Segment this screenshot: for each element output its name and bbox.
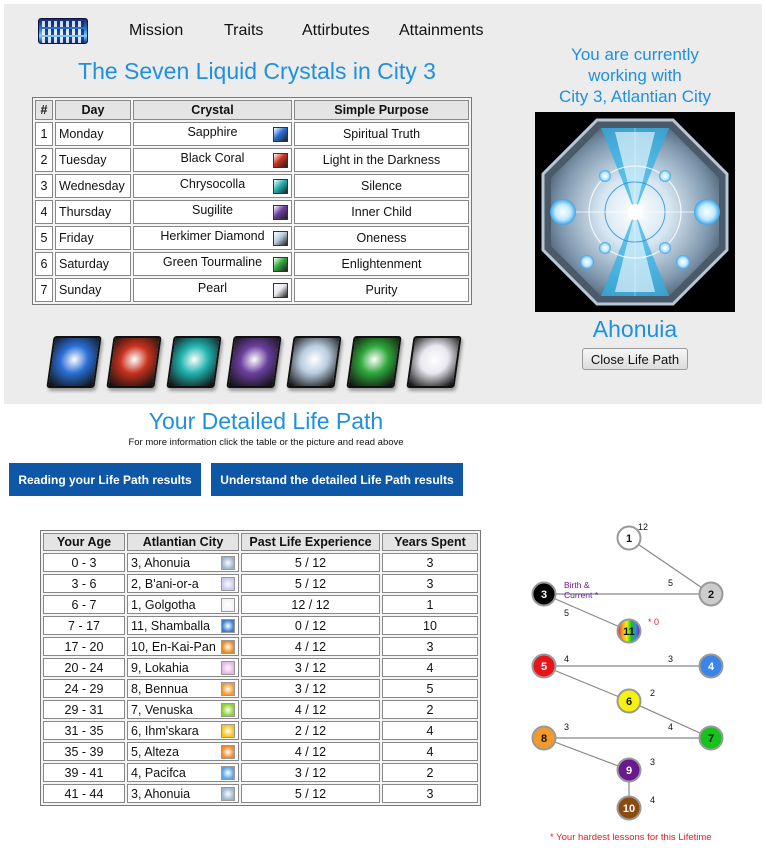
diagram-node-label: 1: [625, 533, 633, 545]
edge-8-9: [544, 738, 629, 770]
years-spent: 4: [382, 721, 478, 740]
hardest-lessons-note: * Your hardest lessons for this Lifetime: [550, 832, 712, 843]
age-range: 0 - 3: [43, 553, 125, 572]
crystal-num: 4: [35, 200, 53, 224]
city-cell[interactable]: [127, 658, 239, 677]
crystal-card[interactable]: [46, 336, 101, 388]
diagram-node-value: 4: [668, 722, 674, 732]
diagram-node-value: 4: [650, 795, 656, 805]
life-path-row[interactable]: [43, 700, 478, 719]
years-spent: 3: [382, 784, 478, 803]
past-life-experience: 3 / 12: [241, 679, 380, 698]
city-name: 4, Pacifca: [131, 765, 186, 780]
crystal-purpose: Inner Child: [294, 200, 469, 224]
col-header-city: Atlantian City: [127, 533, 239, 551]
crystal-purpose: Purity: [294, 278, 469, 302]
city-cell[interactable]: [127, 700, 239, 719]
crystal-name: Green Tourmaline: [162, 255, 263, 269]
life-path-subtitle: For more information click the table or the picture and read above: [128, 437, 404, 448]
edge-6-7: [629, 701, 711, 738]
col-header-num: #: [35, 100, 53, 120]
crystal-name-cell[interactable]: [133, 174, 292, 198]
crystal-name: Chrysocolla: [179, 177, 246, 191]
understand-results-button[interactable]: Understand the detailed Life Path results: [211, 463, 463, 496]
past-life-experience: 3 / 12: [241, 763, 380, 782]
past-life-experience: 5 / 12: [241, 553, 380, 572]
city-icon[interactable]: [221, 640, 235, 654]
crystals-title: The Seven Liquid Crystals in City 3: [78, 58, 436, 84]
crystal-name: Sugilite: [192, 203, 233, 217]
city-icon[interactable]: [221, 577, 235, 591]
diagram-node-value: 12: [638, 522, 649, 532]
nav-mission[interactable]: Mission: [129, 22, 184, 39]
col-header-years: Years Spent: [382, 533, 478, 551]
col-header-purpose: Simple Purpose: [294, 100, 469, 120]
diagram-node-label: 6: [625, 696, 633, 708]
crystal-thumb-icon[interactable]: [273, 205, 288, 220]
city-cell[interactable]: [127, 742, 239, 761]
city-cell[interactable]: [127, 679, 239, 698]
crystal-name-cell[interactable]: [133, 122, 292, 146]
current-line-3: City 3, Atlantian City: [558, 87, 712, 106]
city-icon[interactable]: [221, 556, 235, 570]
city-cell[interactable]: [127, 574, 239, 593]
crystal-card[interactable]: [226, 336, 281, 388]
years-spent: 5: [382, 679, 478, 698]
crystal-purpose: Silence: [294, 174, 469, 198]
life-path-row[interactable]: [43, 784, 478, 803]
years-spent: 1: [382, 595, 478, 614]
reading-results-button[interactable]: Reading your Life Path results: [9, 463, 201, 496]
years-spent: 10: [382, 616, 478, 635]
age-range: 29 - 31: [43, 700, 125, 719]
current-line-2: working with: [588, 66, 682, 85]
crystal-name: Pearl: [197, 281, 228, 295]
crystal-thumb-icon[interactable]: [273, 127, 288, 142]
age-range: 17 - 20: [43, 637, 125, 656]
crystal-thumb-icon[interactable]: [273, 231, 288, 246]
city-name: 9, Lokahia: [131, 660, 189, 675]
life-path-row[interactable]: [43, 721, 478, 740]
current-city-info: [534, 44, 736, 107]
crystal-day: Wednesday: [55, 174, 131, 198]
crystal-row[interactable]: [35, 174, 469, 198]
col-header-day: Day: [55, 100, 131, 120]
diagram-node-label: 5: [540, 661, 548, 673]
city-name: 8, Bennua: [131, 681, 188, 696]
crystal-row[interactable]: [35, 252, 469, 276]
diagram-node-6[interactable]: [618, 688, 656, 713]
crystal-purpose: Light in the Darkness: [294, 148, 469, 172]
age-range: 39 - 41: [43, 763, 125, 782]
diagram-node-10[interactable]: [618, 795, 656, 820]
nav-attainments[interactable]: Attainments: [399, 22, 484, 39]
past-life-experience: 12 / 12: [241, 595, 380, 614]
life-path-row[interactable]: [43, 574, 478, 593]
crystal-row[interactable]: [35, 148, 469, 172]
diagram-node-1[interactable]: [618, 522, 649, 550]
crystal-num: 3: [35, 174, 53, 198]
life-path-table: [40, 530, 481, 806]
age-range: 41 - 44: [43, 784, 125, 803]
city-name: 7, Venuska: [131, 702, 193, 717]
crystal-name: Herkimer Diamond: [160, 229, 265, 243]
age-range: 6 - 7: [43, 595, 125, 614]
diagram-node-7[interactable]: [668, 722, 723, 750]
life-path-row[interactable]: [43, 742, 478, 761]
crystal-day: Friday: [55, 226, 131, 250]
crystal-card[interactable]: [106, 336, 161, 388]
crystal-day: Thursday: [55, 200, 131, 224]
birth-label-1: Birth &: [564, 580, 590, 590]
city-icon[interactable]: [221, 703, 235, 717]
city-cell[interactable]: [127, 721, 239, 740]
past-life-experience: 3 / 12: [241, 658, 380, 677]
age-range: 20 - 24: [43, 658, 125, 677]
crystal-thumb-icon[interactable]: [273, 153, 288, 168]
diagram-node-label: 9: [625, 765, 633, 777]
city-name: 2, B'ani-or-a: [131, 576, 199, 591]
life-path-row[interactable]: [43, 553, 478, 572]
crystal-name-cell[interactable]: [133, 278, 292, 302]
diagram-node-label: 8: [540, 733, 548, 745]
age-range: 35 - 39: [43, 742, 125, 761]
col-header-crystal: Crystal: [133, 100, 292, 120]
past-life-experience: 5 / 12: [241, 784, 380, 803]
city-cell[interactable]: [127, 595, 239, 614]
city-name: 11, Shamballa: [131, 618, 210, 633]
past-life-experience: 4 / 12: [241, 637, 380, 656]
past-life-experience: 4 / 12: [241, 742, 380, 761]
crystal-purpose: Spiritual Truth: [294, 122, 469, 146]
age-range: 7 - 17: [43, 616, 125, 635]
city-cell[interactable]: [127, 616, 239, 635]
life-path-row[interactable]: [43, 658, 478, 677]
nav-traits[interactable]: Traits: [224, 22, 264, 39]
city-icon[interactable]: [221, 745, 235, 759]
years-spent: 3: [382, 637, 478, 656]
crystal-card[interactable]: [286, 336, 341, 388]
crystal-purpose: Oneness: [294, 226, 469, 250]
life-path-title: Your Detailed Life Path: [148, 408, 384, 434]
life-path-row[interactable]: [43, 679, 478, 698]
crystal-num: 6: [35, 252, 53, 276]
age-range: 3 - 6: [43, 574, 125, 593]
city-cell[interactable]: [127, 763, 239, 782]
logo-icon[interactable]: [38, 18, 88, 44]
past-life-experience: 5 / 12: [241, 574, 380, 593]
years-spent: 3: [382, 574, 478, 593]
city-name: 10, En-Kai-Pan: [131, 639, 216, 654]
diagram-node-value: 3: [650, 757, 656, 767]
col-header-age: Your Age: [43, 533, 125, 551]
crystal-thumb-icon[interactable]: [273, 179, 288, 194]
city-icon[interactable]: [221, 787, 235, 801]
crystal-name-cell[interactable]: [133, 200, 292, 224]
diagram-node-value: 4: [564, 654, 570, 664]
diagram-node-label: 10: [622, 803, 636, 815]
years-spent: 2: [382, 763, 478, 782]
crystal-name: Black Coral: [180, 151, 245, 165]
years-spent: 3: [382, 553, 478, 572]
city-name: 6, Ihm'skara: [131, 723, 199, 738]
current-city-name: Ahonuia: [592, 316, 678, 342]
crystal-row[interactable]: [35, 226, 469, 250]
city-icon[interactable]: [221, 766, 235, 780]
nav-attributes[interactable]: Attirbutes: [302, 22, 370, 39]
life-path-row[interactable]: [43, 616, 478, 635]
diagram-node-label: 4: [707, 661, 715, 673]
crystal-name-cell[interactable]: [133, 148, 292, 172]
diagram-node-label: 11: [623, 626, 635, 638]
crystal-thumb-icon[interactable]: [273, 257, 288, 272]
past-life-experience: 4 / 12: [241, 700, 380, 719]
city-name: 1, Golgotha: [131, 597, 196, 612]
crystal-day: Tuesday: [55, 148, 131, 172]
diagram-node-value: 2: [650, 688, 656, 698]
city-name: 3, Ahonuia: [131, 786, 191, 801]
crystal-num: 7: [35, 278, 53, 302]
crystal-thumb-icon[interactable]: [273, 283, 288, 298]
diagram-node-label: 7: [707, 733, 715, 745]
hard-marker: * 0: [648, 617, 660, 627]
diagram-node-value: 3: [668, 654, 674, 664]
diagram-node-value: 5: [668, 578, 674, 588]
crystals-table: [32, 97, 472, 305]
crystal-day: Saturday: [55, 252, 131, 276]
crystal-num: 1: [35, 122, 53, 146]
life-path-diagram[interactable]: [520, 516, 760, 833]
life-path-row[interactable]: [43, 763, 478, 782]
city-cell[interactable]: [127, 553, 239, 572]
city-icon[interactable]: [221, 682, 235, 696]
crystal-name-cell[interactable]: [133, 252, 292, 276]
crystal-name-cell[interactable]: [133, 226, 292, 250]
years-spent: 2: [382, 700, 478, 719]
past-life-experience: 0 / 12: [241, 616, 380, 635]
current-line-1: You are currently: [571, 45, 699, 64]
city-name: 5, Alteza: [131, 744, 179, 759]
crystal-day: Sunday: [55, 278, 131, 302]
diagram-node-label: 3: [540, 589, 548, 601]
crystal-purpose: Enlightenment: [294, 252, 469, 276]
diagram-node-11[interactable]: [618, 620, 641, 643]
diagram-node-2[interactable]: [668, 578, 723, 606]
crystal-num: 2: [35, 148, 53, 172]
city-name: 3, Ahonuia: [131, 555, 191, 570]
diagram-node-label: 2: [707, 589, 715, 601]
birth-label-2: Current *: [564, 590, 599, 600]
years-spent: 4: [382, 742, 478, 761]
crystal-card[interactable]: [406, 336, 461, 388]
city-icon[interactable]: [221, 661, 235, 675]
crystal-name: Sapphire: [187, 125, 238, 139]
crystal-card[interactable]: [346, 336, 401, 388]
crystal-day: Monday: [55, 122, 131, 146]
city-icon[interactable]: [221, 598, 235, 612]
past-life-experience: 2 / 12: [241, 721, 380, 740]
diagram-node-value: 3: [564, 722, 570, 732]
city-icon[interactable]: [221, 724, 235, 738]
life-path-row[interactable]: [43, 595, 478, 614]
crystal-num: 5: [35, 226, 53, 250]
crystal-card[interactable]: [166, 336, 221, 388]
city-cell[interactable]: [127, 784, 239, 803]
crystal-row[interactable]: [35, 200, 469, 224]
city-mandala-image[interactable]: [535, 112, 735, 312]
years-spent: 4: [382, 658, 478, 677]
edge-5-6: [544, 666, 629, 701]
city-cell[interactable]: [127, 637, 239, 656]
col-header-past: Past Life Experience: [241, 533, 380, 551]
close-life-path-button[interactable]: Close Life Path: [582, 348, 688, 370]
age-range: 24 - 29: [43, 679, 125, 698]
age-range: 31 - 35: [43, 721, 125, 740]
life-path-row[interactable]: [43, 637, 478, 656]
city-icon[interactable]: [221, 619, 235, 633]
diagram-node-value: 5: [564, 608, 570, 618]
crystal-row[interactable]: [35, 122, 469, 146]
diagram-node-9[interactable]: [618, 757, 656, 782]
crystal-row[interactable]: [35, 278, 469, 302]
